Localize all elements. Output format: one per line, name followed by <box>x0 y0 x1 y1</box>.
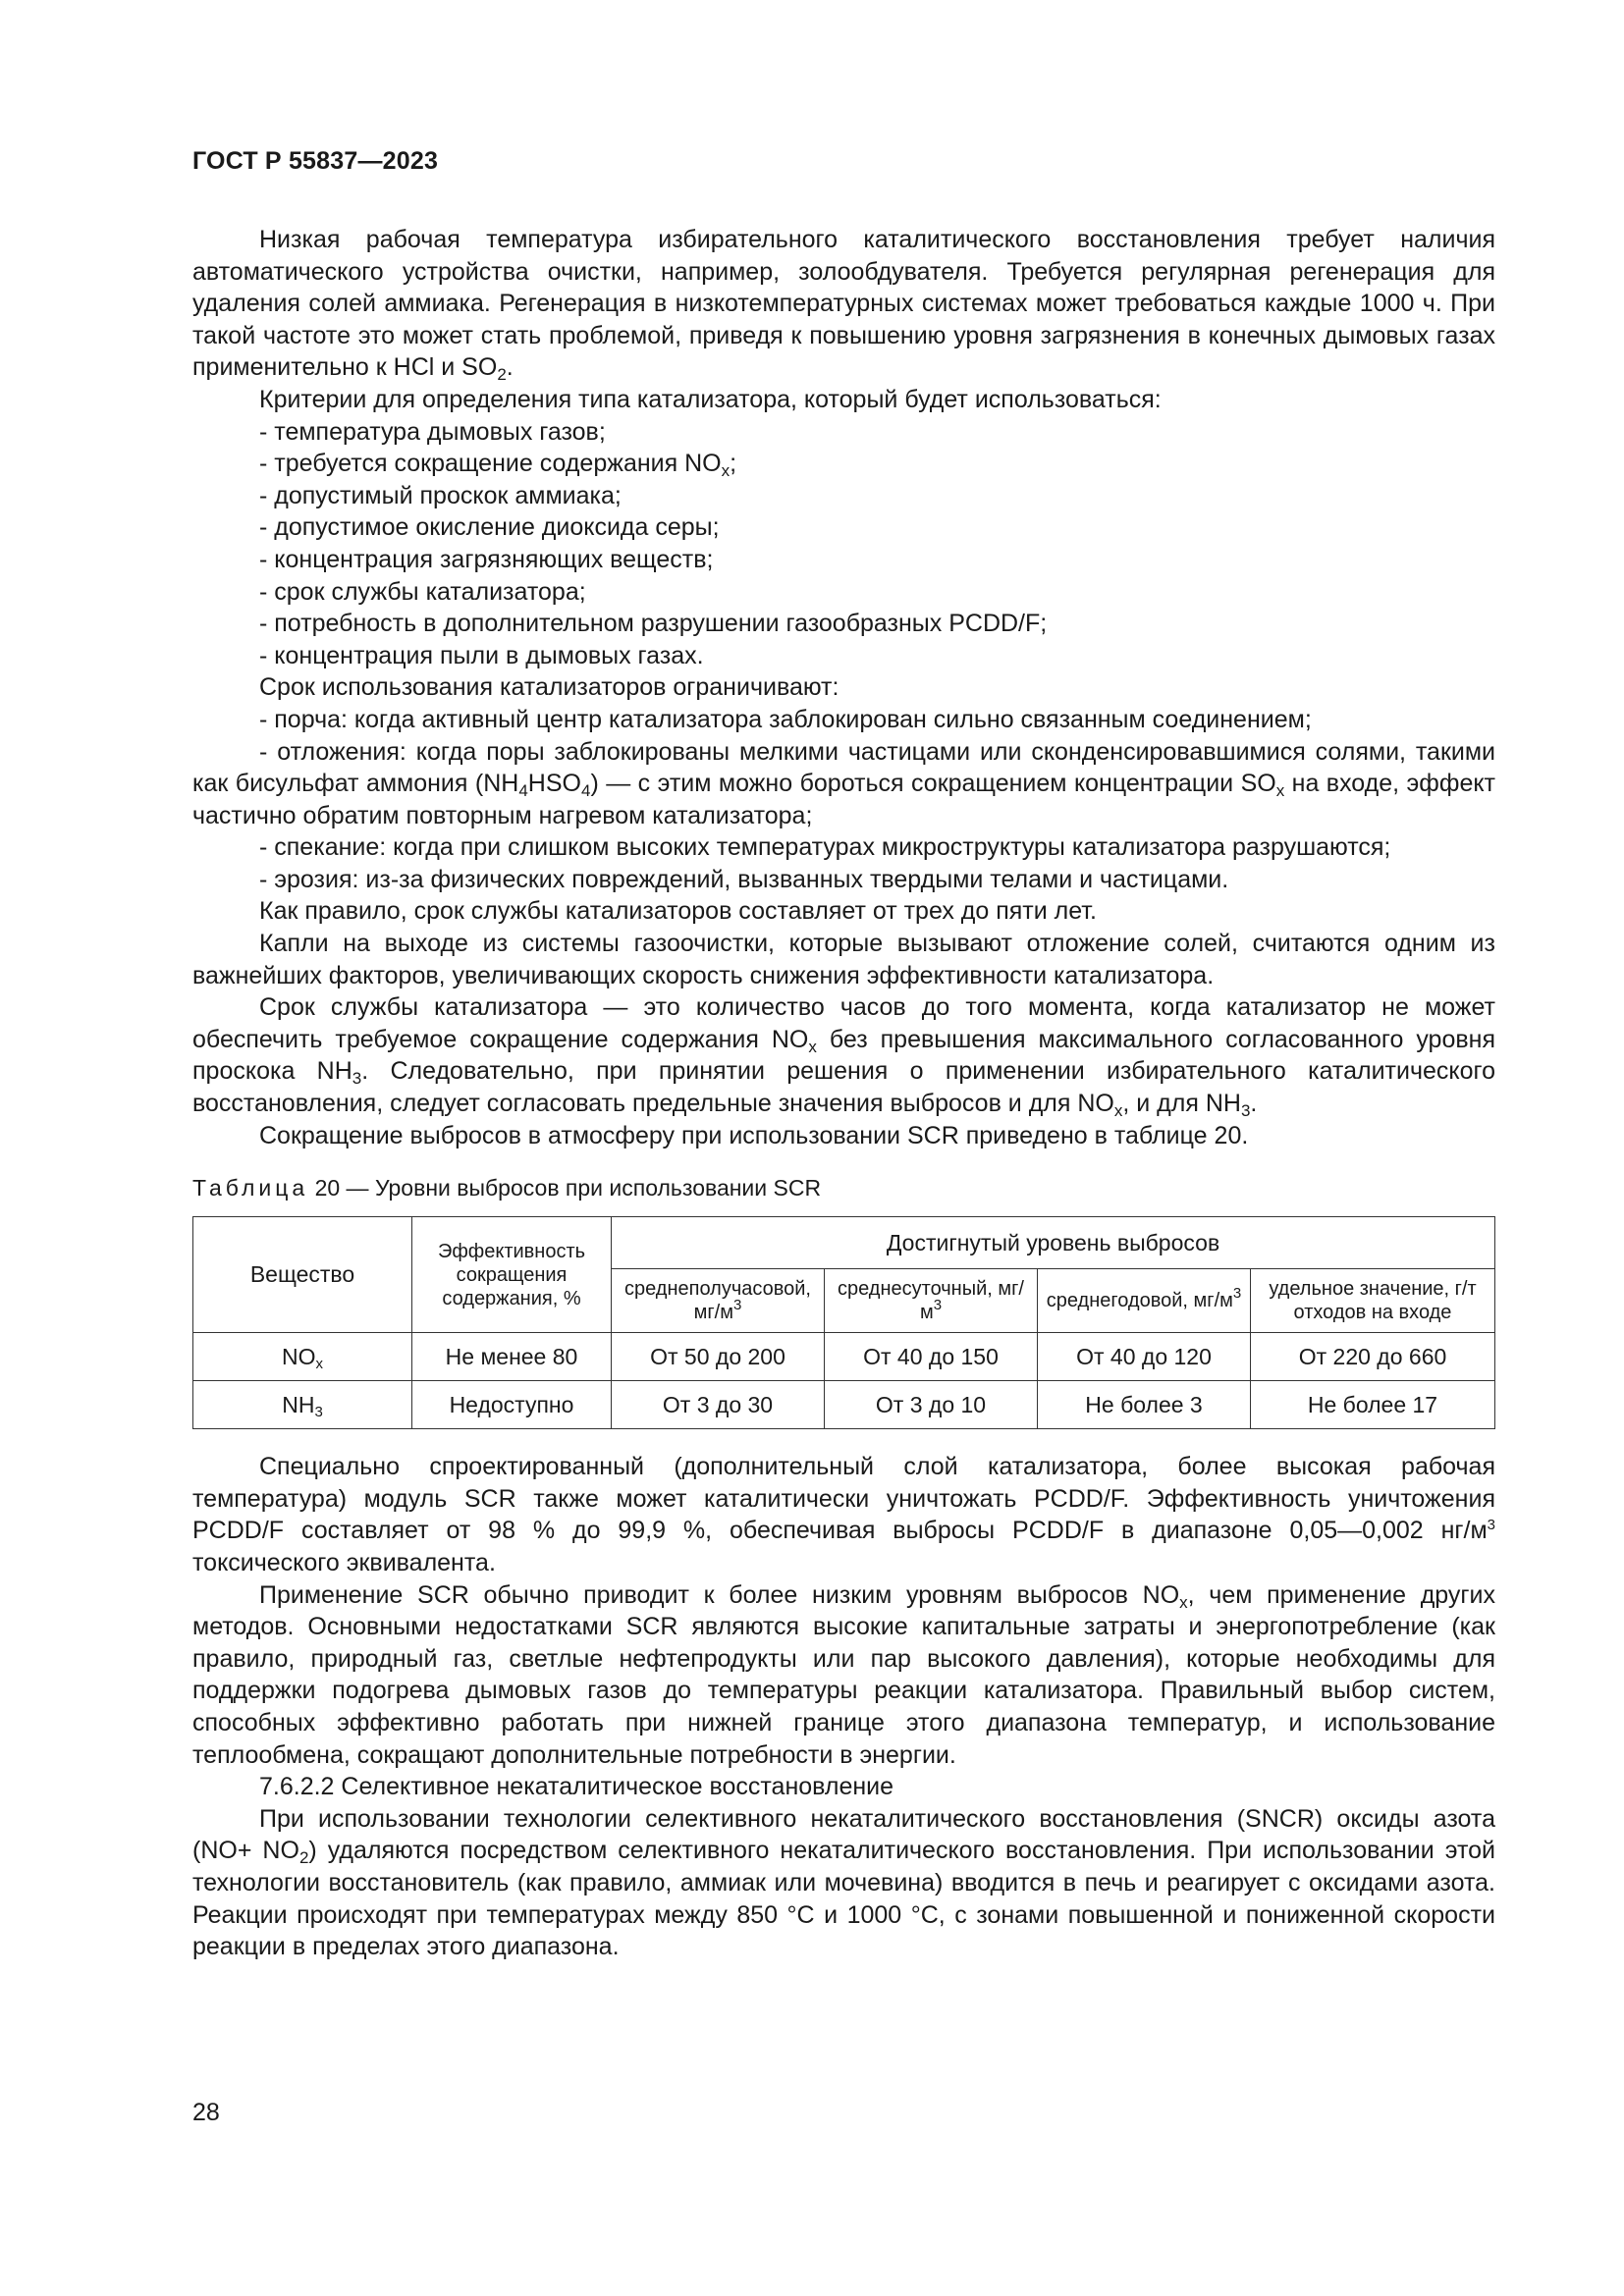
table-caption-text: 20 — Уровни выбросов при использовании SCR <box>314 1175 822 1201</box>
paragraph-catalyst-life <box>192 991 1495 1119</box>
cell-efficiency: Не менее 80 <box>412 1333 612 1381</box>
criteria-item: - допустимое окисление диоксида серы; <box>259 513 720 542</box>
page-number: 28 <box>192 2099 220 2126</box>
text: . <box>1250 1090 1258 1118</box>
cell-efficiency: Недоступно <box>412 1381 612 1429</box>
header-efficiency: Эффективность сокращения содержания, % <box>412 1217 612 1333</box>
criteria-item: - допустимый проскок аммиака; <box>259 481 622 509</box>
criteria-item: - концентрация пыли в дымовых газах. <box>259 641 704 669</box>
table-caption <box>192 1173 1495 1202</box>
lifetime-item: - порча: когда активный центр катализатора заблокирован сильно связанным соединением; <box>259 705 1312 733</box>
text: . <box>506 353 514 382</box>
subscript: 4 <box>580 781 591 801</box>
text: - требуется сокращение содержания NO <box>259 450 722 478</box>
criteria-item: - потребность в дополнительном разрушении газообразных PCDD/F; <box>259 610 1048 638</box>
text: ; <box>730 450 737 478</box>
paragraph-sncr <box>192 1803 1495 1963</box>
document-header: ГОСТ Р 55837—2023 <box>192 147 439 175</box>
subscript: x <box>808 1037 817 1056</box>
superscript: 3 <box>733 1297 742 1314</box>
text: среднегодовой, мг/м <box>1046 1290 1233 1312</box>
document-body <box>192 224 1495 1963</box>
text: NH <box>282 1391 315 1417</box>
text: без превышения максимального согласованного уровня проскока NH <box>192 1025 1495 1086</box>
paragraph-low-temperature <box>192 224 1495 384</box>
criteria-intro: Критерии для определения типа катализатора, который будет использоваться: <box>259 385 1162 413</box>
header-halfhour <box>612 1269 825 1333</box>
text: NO <box>282 1343 316 1369</box>
subscript: x <box>721 461 731 481</box>
cell-yearly: От 40 до 120 <box>1038 1333 1251 1381</box>
text: Специально спроектированный (дополнительный слой катализатора, более высокая рабочая температура) модуль SCR также может каталитически уничтожать PCDD/F. Эффективность уничтожения PCDD/F составляет от 98 % до 99,9 %, обеспечивая выбросы PCDD/F в диапазоне 0,05—0,002 нг/м <box>192 1453 1495 1545</box>
header-daily <box>825 1269 1038 1333</box>
subscript: x <box>315 1355 323 1372</box>
cell-halfhour: От 3 до 30 <box>612 1381 825 1429</box>
text: среднесуточный, мг/м <box>838 1278 1024 1324</box>
paragraph-table-reference: Сокращение выбросов в атмосферу при использовании SCR приведено в таблице 20. <box>259 1121 1249 1149</box>
text: При использовании технологии селективного некаталитического восстановления (SNCR) оксиды азота (NO+ NO <box>192 1804 1495 1865</box>
text: на входе, эффект частично обратим повторным нагревом катализатора; <box>192 770 1496 829</box>
superscript: 3 <box>1487 1517 1495 1534</box>
criteria-item: - срок службы катализатора; <box>259 577 586 606</box>
cell-substance <box>193 1381 412 1429</box>
header-substance: Вещество <box>193 1217 412 1333</box>
subscript: x <box>1275 781 1285 801</box>
subscript: 2 <box>298 1848 309 1868</box>
paragraph-scr-application <box>192 1579 1495 1772</box>
cell-yearly: Не более 3 <box>1038 1381 1251 1429</box>
lifetime-item <box>192 736 1495 832</box>
text: Срок службы катализатора — это количество часов до того момента, когда катализатор не может обеспечить требуемое сокращение содержания NO <box>192 993 1495 1053</box>
document-page <box>192 0 1495 2296</box>
subscript: 4 <box>518 781 528 801</box>
subscript: 2 <box>497 365 507 385</box>
text: ) — с этим можно бороться сокращением концентрации SO <box>590 770 1276 798</box>
criteria-item: - температура дымовых газов; <box>259 417 606 446</box>
cell-halfhour: От 50 до 200 <box>612 1333 825 1381</box>
cell-daily: От 3 до 10 <box>825 1381 1038 1429</box>
lifetime-intro: Срок использования катализаторов ограничивают: <box>259 673 839 702</box>
header-specific: удельное значение, г/т отходов на входе <box>1251 1269 1495 1333</box>
cell-daily: От 40 до 150 <box>825 1333 1038 1381</box>
superscript: 3 <box>1232 1285 1242 1303</box>
lifetime-item: - спекание: когда при слишком высоких температурах микроструктуры катализатора разрушаются; <box>259 833 1391 862</box>
subscript: 3 <box>352 1069 362 1089</box>
header-achieved-level: Достигнутый уровень выбросов <box>612 1217 1495 1269</box>
text: среднеполучасовой, мг/м <box>624 1278 811 1324</box>
text: , чем применение других методов. Основными недостатками SCR являются высокие капитальные затраты и энергопотребление (как правило, природный газ, светлые нефтепродукты или пар высокого давления), которые необходимы для поддержки подогрева дымовых газов до температуры реакции катализатора. Правильный выбор систем, способных эффективно работать при нижней границе этого диапазона температур, и использование теплообмена, сокращают дополнительные потребности в энергии. <box>192 1580 1496 1769</box>
criteria-item: - концентрация загрязняющих веществ; <box>259 545 714 573</box>
cell-specific: От 220 до 660 <box>1251 1333 1495 1381</box>
subscript: 3 <box>1240 1101 1251 1121</box>
text: . Следовательно, при принятии решения о применении избирательного каталитического восстановления, следует согласовать предельные значения выбросов и для NO <box>192 1057 1495 1118</box>
subscript: x <box>1179 1592 1188 1612</box>
subscript: 3 <box>314 1403 323 1420</box>
section-heading: 7.6.2.2 Селективное некаталитическое восстановление <box>259 1773 894 1801</box>
text: ) удаляются посредством селективного некаталитического восстановления. При использовании этой технологии восстановитель (как правило, аммиак или мочевина) вводится в печь и реагирует с оксидами азота. Реакции происходят при температурах между 850 °С и 1000 °С, с зонами повышенной и пониженной скорости реакции в пределах этого диапазона. <box>192 1837 1495 1961</box>
table-row <box>193 1333 1495 1381</box>
text: Применение SCR обычно приводит к более низким уровням выбросов NO <box>259 1580 1180 1609</box>
table-caption-label: Таблица <box>192 1175 309 1201</box>
paragraph-rule: Как правило, срок службы катализаторов составляет от трех до пяти лет. <box>259 897 1097 926</box>
text: , и для NH <box>1122 1090 1241 1118</box>
cell-substance <box>193 1333 412 1381</box>
paragraph-drops: Капли на выходе из системы газоочистки, которые вызывают отложение солей, считаются одним из важнейших факторов, увеличивающих скорость снижения эффективности катализатора. <box>192 930 1495 989</box>
paragraph-special-module <box>192 1451 1495 1578</box>
text: токсического эквивалента. <box>192 1549 496 1576</box>
text: Низкая рабочая температура избирательного каталитического восстановления требует наличия автоматического устройства очистки, например, золообдувателя. Требуется регулярная регенерация для удаления солей аммиака. Регенерация в низкотемпературных системах может требоваться каждые 1000 ч. При такой частоте это может стать проблемой, приведя к повышению уровня загрязнения в конечных дымовых газах применительно к HCl и SO <box>192 226 1495 382</box>
subscript: x <box>1113 1101 1123 1121</box>
text: - отложения: когда поры заблокированы мелкими частицами или сконденсировавшимися солями, такими как бисульфат аммония (NH <box>192 737 1495 798</box>
lifetime-item: - эрозия: из-за физических повреждений, вызванных твердыми телами и частицами. <box>259 865 1229 893</box>
header-yearly <box>1038 1269 1251 1333</box>
text: HSO <box>527 770 581 798</box>
cell-specific: Не более 17 <box>1251 1381 1495 1429</box>
criteria-item <box>192 448 1495 480</box>
table-header-row <box>193 1217 1495 1269</box>
superscript: 3 <box>933 1297 943 1314</box>
table-row <box>193 1381 1495 1429</box>
emissions-table <box>192 1216 1495 1429</box>
